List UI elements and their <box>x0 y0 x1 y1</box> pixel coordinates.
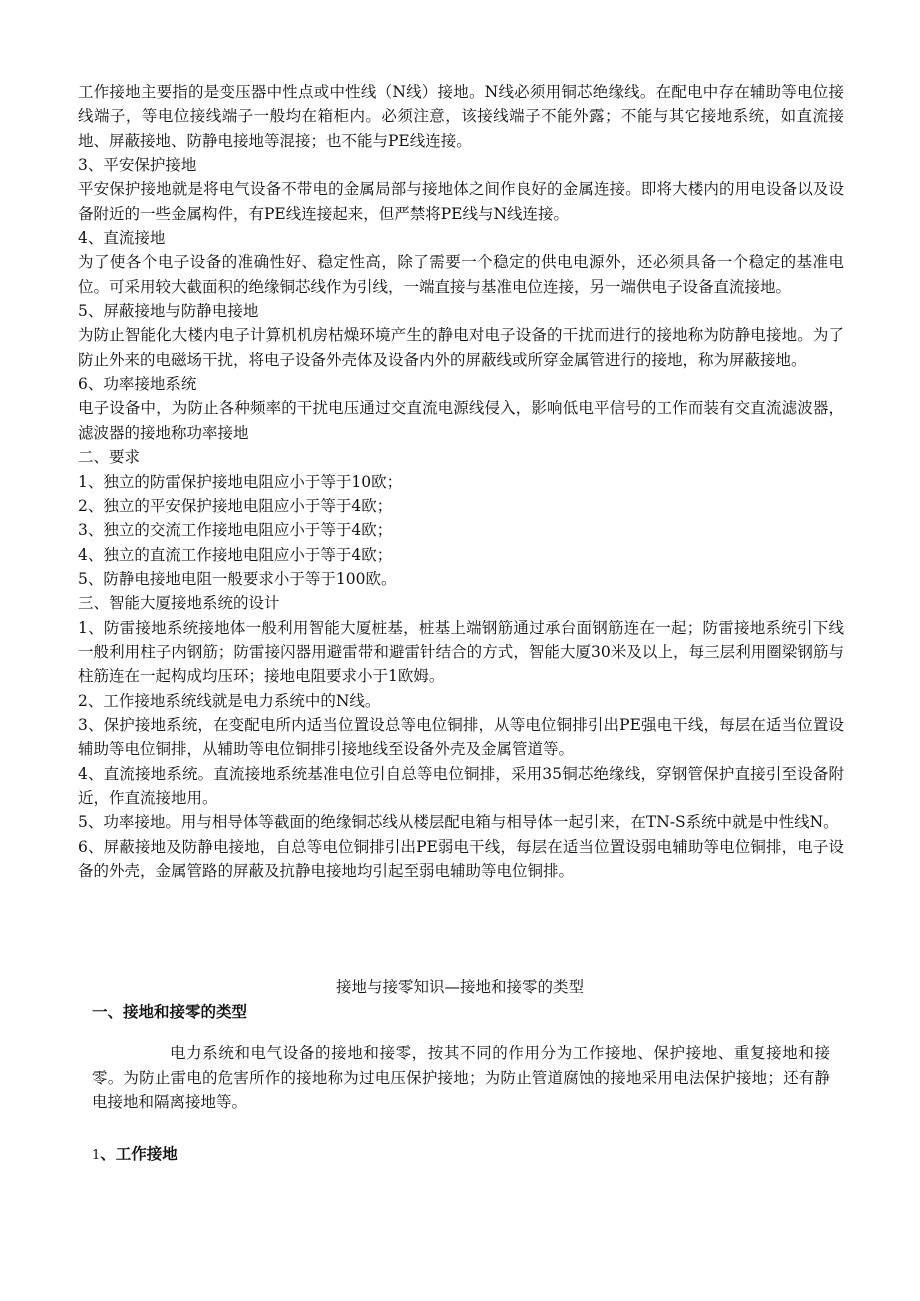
requirement-item: 5、防静电接地电阻一般要求小于等于100欧。 <box>78 569 397 588</box>
requirement-item: 2、独立的平安保护接地电阻应小于等于4欧； <box>78 496 393 515</box>
grounding-section-text <box>78 80 844 883</box>
design-item: 4、直流接地系统。直流接地系统基准电位引自总等电位铜排，采用35铜芯绝缘线，穿钢管保护直接引至设备附近，作直流接地用。 <box>78 764 844 807</box>
item-heading-shield-antistatic-ground: 5、屏蔽接地与防静电接地 <box>78 302 259 321</box>
paragraph-dc-ground: 为了使各个电子设备的准确性好、稳定性高，除了需要一个稳定的供电电源外，还必须具备一个稳定的基准电位。可采用较大截面积的绝缘铜芯线作为引线，一端直接与基准电位连接，另一端供电子设备直流接地。 <box>78 253 844 296</box>
subheading-number: 1 <box>92 1148 101 1163</box>
item-heading-safety-protection-ground: 3、平安保护接地 <box>78 156 197 175</box>
design-item: 2、工作接地系统线就是电力系统中的N线。 <box>78 691 381 710</box>
requirement-item: 1、独立的防雷保护接地电阻应小于等于10欧； <box>78 472 403 491</box>
design-item: 1、防雷接地系统接地体一般利用智能大厦桩基，桩基上端钢筋通过承台面钢筋连在一起；防雷接地系统引下线一般利用柱子内钢筋；防雷接闪器用避雷带和避雷针结合的方式，智能大厦30米及以上，每三层利用圈梁钢筋与柱筋连在一起构成均压环；接地电阻要求小于1欧姆。 <box>78 618 844 686</box>
section-heading-requirements: 二、要求 <box>78 448 141 467</box>
section-heading-building-ground-design: 三、智能大厦接地系统的设计 <box>78 594 280 613</box>
article-title: 接地与接零知识—接地和接零的类型 <box>335 978 584 996</box>
paragraph-safety-protection-ground: 平安保护接地就是将电气设备不带电的金属局部与接地体之间作良好的金属连接。即将大楼内的用电设备以及设备附近的一些金属构件，有PE线连接起来，但严禁将PE线与N线连接。 <box>78 180 844 223</box>
subheading-label: 、工作接地 <box>100 1145 178 1163</box>
paragraph-power-ground-system: 电子设备中，为防止各种频率的干扰电压通过交直流电源线侵入，影响低电平信号的工作而装有交直流滤波器，滤波器的接地称功率接地 <box>78 399 844 442</box>
subheading-working-ground <box>92 1142 178 1168</box>
paragraph-shield-antistatic-ground: 为防止智能化大楼内电子计算机机房枯燥环境产生的静电对电子设备的干扰而进行的接地称为防静电接地。为了防止外来的电磁场干扰，将电子设备外壳体及设备内外的屏蔽线或所穿金属管进行的接地，称为屏蔽接地。 <box>78 326 844 369</box>
item-heading-dc-ground: 4、直流接地 <box>78 229 166 248</box>
requirement-item: 3、独立的交流工作接地电阻应小于等于4欧； <box>78 521 393 540</box>
design-item: 6、屏蔽接地及防静电接地，自总等电位铜排引出PE弱电干线，每层在适当位置设弱电辅助等电位铜排，电子设备的外壳，金属管路的屏蔽及抗静电接地均引起至弱电辅助等电位铜排。 <box>78 837 844 880</box>
item-heading-power-ground-system: 6、功率接地系统 <box>78 375 197 394</box>
requirement-item: 4、独立的直流工作接地电阻应小于等于4欧； <box>78 545 393 564</box>
paragraph-grounding-types-intro: 电力系统和电气设备的接地和接零，按其不同的作用分为工作接地、保护接地、重复接地和接零。为防止雷电的危害所作的接地称为过电压保护接地；为防止管道腐蚀的接地采用电法保护接地；还有静电接地和隔离接地等。 <box>92 1044 830 1111</box>
paragraph-working-ground-n-line: 工作接地主要指的是变压器中性点或中性线（N线）接地。N线必须用铜芯绝缘线。在配电中存在辅助等电位接线端子，等电位接线端子一般均在箱柜内。必须注意，该接线端子不能外露；不能与其它接地系统，如直流接地、屏蔽接地、防静电接地等混接；也不能与PE线连接。 <box>78 83 844 150</box>
section-heading-types: 一、接地和接零的类型 <box>92 1003 248 1021</box>
design-item: 3、保护接地系统，在变配电所内适当位置设总等电位铜排，从等电位铜排引出PE强电干线，每层在适当位置设辅助等电位铜排，从辅助等电位铜排引接地线至设备外壳及金属管道等。 <box>78 715 844 759</box>
design-item: 5、功率接地。用与相导体等截面的绝缘铜芯线从楼层配电箱与相导体一起引来，在TN-S系统中就是中性线N。 <box>78 813 839 832</box>
